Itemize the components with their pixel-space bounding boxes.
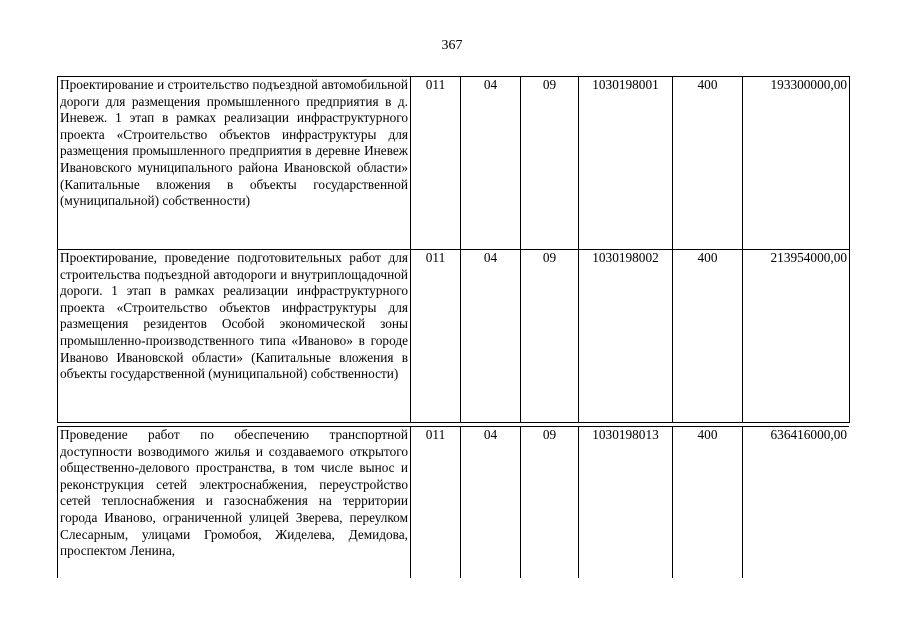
section-code: 04	[461, 77, 521, 250]
expense-type-code: 400	[673, 427, 743, 579]
budget-table	[57, 76, 850, 423]
section-code: 04	[461, 427, 521, 579]
amount: 193300000,00	[743, 77, 850, 250]
subsection-code: 09	[521, 427, 579, 579]
amount: 213954000,00	[743, 250, 850, 423]
target-article-code: 1030198001	[579, 77, 673, 250]
expense-type-code: 400	[673, 250, 743, 423]
ministry-code: 011	[411, 77, 461, 250]
table-row	[58, 427, 850, 579]
ministry-code: 011	[411, 250, 461, 423]
continued-row-region	[57, 426, 849, 578]
target-article-code: 1030198002	[579, 250, 673, 423]
amount: 636416000,00	[743, 427, 850, 579]
row-description: Проведение работ по обеспечению транспортной доступности возводимого жилья и создаваемого открытого общественно-делового пространства, в том числе вынос и реконструкция сетей электроснабжения, переустройство сетей теплоснабжения и газоснабжения на территории города Иваново, ограниченной улицей Зверева, переулком Слесарным, улицами Громобоя, Жиделева, Демидова, проспектом Ленина,	[58, 427, 411, 579]
section-code: 04	[461, 250, 521, 423]
target-article-code: 1030198013	[579, 427, 673, 579]
page-number: 367	[441, 38, 463, 53]
expense-type-code: 400	[673, 77, 743, 250]
table-row	[58, 77, 850, 250]
row-description: Проектирование, проведение подготовительных работ для строительства подъездной автодороги и внутриплощадочной дороги. 1 этап в рамках реализации инфраструктурного проекта «Строительство объектов инфраструктуры для размещения резидентов Особой экономической зоны промышленно-производственного типа «Иваново» в городе Иваново Ивановской области» (Капитальные вложения в объекты государственной (муниципальной) собственности)	[58, 250, 411, 423]
subsection-code: 09	[521, 250, 579, 423]
subsection-code: 09	[521, 77, 579, 250]
row-description: Проектирование и строительство подъездной автомобильной дороги для размещения промышленного предприятия в д. Иневеж. 1 этап в рамках реализации инфраструктурного проекта «Строительство объектов инфраструктуры для размещения промышленного предприятия в деревне Иневеж Ивановского муниципального района Ивановской области» (Капитальные вложения в объекты государственной (муниципальной) собственности)	[58, 77, 411, 250]
ministry-code: 011	[411, 427, 461, 579]
budget-table-continued	[57, 426, 849, 578]
table-row	[58, 250, 850, 423]
